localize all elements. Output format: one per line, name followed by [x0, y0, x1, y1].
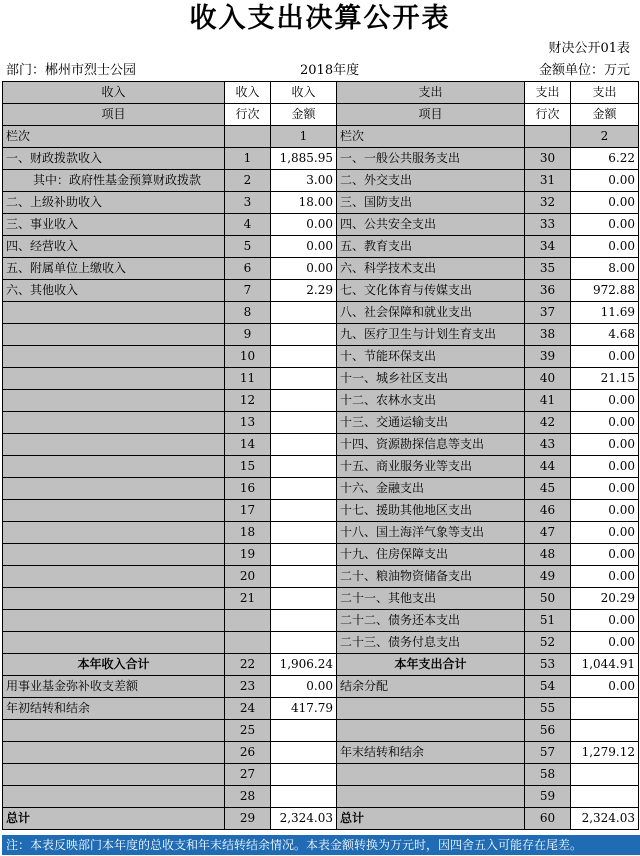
income-amount	[271, 346, 337, 368]
table-row	[3, 632, 639, 654]
income-amount: 0.00	[271, 258, 337, 280]
expense-row-number: 46	[525, 500, 571, 522]
table-row	[3, 170, 639, 192]
income-row-number: 23	[225, 676, 271, 698]
table-row	[3, 192, 639, 214]
expense-amount	[571, 764, 639, 786]
income-row-number: 18	[225, 522, 271, 544]
expense-item: 九、医疗卫生与计划生育支出	[337, 324, 525, 346]
income-amount	[271, 302, 337, 324]
header-row-3	[3, 126, 639, 148]
lanci-blank-right	[525, 126, 571, 148]
expense-item: 三、国防支出	[337, 192, 525, 214]
income-item: 四、经营收入	[3, 236, 225, 258]
income-row-number: 17	[225, 500, 271, 522]
income-amount	[271, 368, 337, 390]
income-item	[3, 434, 225, 456]
income-header: 收入	[3, 82, 225, 104]
expense-row-number: 43	[525, 434, 571, 456]
expense-amount: 4.68	[571, 324, 639, 346]
income-row-number	[225, 632, 271, 654]
income-item	[3, 566, 225, 588]
income-row-number: 27	[225, 764, 271, 786]
table-row	[3, 742, 639, 764]
income-expense-table	[2, 81, 639, 830]
income-amount	[271, 456, 337, 478]
income-amount: 1,906.24	[271, 654, 337, 676]
table-row	[3, 258, 639, 280]
table-row	[3, 324, 639, 346]
expense-row-number: 49	[525, 566, 571, 588]
unit-label: 金额单位：万元	[538, 63, 630, 78]
income-amount	[271, 478, 337, 500]
income-row-number: 28	[225, 786, 271, 808]
income-header-amount: 收入	[271, 82, 337, 104]
expense-item	[337, 764, 525, 786]
expense-item: 二十一、其他支出	[337, 588, 525, 610]
income-row-number	[225, 610, 271, 632]
income-item: 用事业基金弥补收支差额	[3, 676, 225, 698]
income-amount-header: 金额	[271, 104, 337, 126]
expense-amount: 0.00	[571, 676, 639, 698]
income-row-number: 11	[225, 368, 271, 390]
table-row	[3, 346, 639, 368]
expense-row-number: 40	[525, 368, 571, 390]
expense-amount	[571, 698, 639, 720]
expense-amount: 0.00	[571, 566, 639, 588]
expense-item: 一、一般公共服务支出	[337, 148, 525, 170]
expense-amount: 0.00	[571, 170, 639, 192]
expense-row-number: 44	[525, 456, 571, 478]
income-item	[3, 390, 225, 412]
expense-row-number: 60	[525, 808, 571, 830]
table-row	[3, 720, 639, 742]
expense-amount: 0.00	[571, 214, 639, 236]
expense-item: 十一、城乡社区支出	[337, 368, 525, 390]
expense-item: 五、教育支出	[337, 236, 525, 258]
income-row-number: 16	[225, 478, 271, 500]
income-amount	[271, 500, 337, 522]
income-amount	[271, 412, 337, 434]
expense-amount	[571, 720, 639, 742]
expense-row-number: 30	[525, 148, 571, 170]
table-row	[3, 478, 639, 500]
expense-row-number: 32	[525, 192, 571, 214]
expense-item	[337, 698, 525, 720]
page-title: 收入支出决算公开表	[189, 3, 451, 34]
income-amount: 2.29	[271, 280, 337, 302]
expense-rowno-header: 行次	[525, 104, 571, 126]
table-row	[3, 214, 639, 236]
expense-amount-header: 金额	[571, 104, 639, 126]
income-row-number: 5	[225, 236, 271, 258]
expense-amount: 0.00	[571, 632, 639, 654]
income-amount: 0.00	[271, 236, 337, 258]
column-number-2: 2	[571, 126, 639, 148]
expense-item: 十五、商业服务业等支出	[337, 456, 525, 478]
expense-item: 四、公共安全支出	[337, 214, 525, 236]
expense-item: 二十二、债务还本支出	[337, 610, 525, 632]
income-amount	[271, 390, 337, 412]
expense-amount: 0.00	[571, 610, 639, 632]
income-item	[3, 720, 225, 742]
income-row-number: 22	[225, 654, 271, 676]
income-amount	[271, 786, 337, 808]
income-row-number: 6	[225, 258, 271, 280]
expense-amount: 0.00	[571, 434, 639, 456]
expense-item: 结余分配	[337, 676, 525, 698]
expense-amount: 0.00	[571, 236, 639, 258]
table-row	[3, 390, 639, 412]
expense-item-header: 项目	[337, 104, 525, 126]
expense-amount	[571, 786, 639, 808]
expense-item	[337, 720, 525, 742]
form-code: 财决公开01表	[548, 41, 630, 56]
income-item	[3, 522, 225, 544]
lanci-label-right: 栏次	[337, 126, 525, 148]
income-row-number: 26	[225, 742, 271, 764]
expense-amount: 6.22	[571, 148, 639, 170]
income-row-number: 13	[225, 412, 271, 434]
income-row-number: 3	[225, 192, 271, 214]
expense-amount: 0.00	[571, 456, 639, 478]
expense-item: 二、外交支出	[337, 170, 525, 192]
expense-row-number: 34	[525, 236, 571, 258]
income-item: 总计	[3, 808, 225, 830]
income-row-number: 7	[225, 280, 271, 302]
expense-amount: 1,279.12	[571, 742, 639, 764]
income-amount: 1,885.95	[271, 148, 337, 170]
table-row	[3, 456, 639, 478]
expense-item: 二十、粮油物资储备支出	[337, 566, 525, 588]
income-amount	[271, 742, 337, 764]
income-amount	[271, 720, 337, 742]
table-row	[3, 588, 639, 610]
expense-row-number: 39	[525, 346, 571, 368]
income-row-number: 10	[225, 346, 271, 368]
header-row-1	[3, 82, 639, 104]
expense-item: 十七、援助其他地区支出	[337, 500, 525, 522]
expense-amount: 0.00	[571, 500, 639, 522]
expense-item: 八、社会保障和就业支出	[337, 302, 525, 324]
table-row	[3, 368, 639, 390]
expense-row-number: 52	[525, 632, 571, 654]
income-row-number: 29	[225, 808, 271, 830]
expense-item: 十八、国土海洋气象等支出	[337, 522, 525, 544]
table-row	[3, 544, 639, 566]
footer-note: 注：本表反映部门本年度的总收支和年末结转结余情况。本表金额转换为万元时，因四舍五入可能存在尾差。	[2, 835, 640, 855]
expense-item	[337, 786, 525, 808]
income-row-number: 4	[225, 214, 271, 236]
expense-item: 年末结转和结余	[337, 742, 525, 764]
income-amount	[271, 522, 337, 544]
table-row	[3, 236, 639, 258]
expense-row-number: 33	[525, 214, 571, 236]
expense-row-number: 55	[525, 698, 571, 720]
income-item: 年初结转和结余	[3, 698, 225, 720]
income-item: 一、财政拨款收入	[3, 148, 225, 170]
expense-header-rowno: 支出	[525, 82, 571, 104]
expense-item: 十四、资源勘探信息等支出	[337, 434, 525, 456]
department-label: 部门：郴州市烈士公园	[6, 63, 137, 78]
income-item	[3, 610, 225, 632]
expense-amount: 0.00	[571, 346, 639, 368]
income-item	[3, 742, 225, 764]
table-row	[3, 302, 639, 324]
expense-item: 十九、住房保障支出	[337, 544, 525, 566]
income-row-number: 12	[225, 390, 271, 412]
income-amount: 2,324.03	[271, 808, 337, 830]
expense-item: 二十三、债务付息支出	[337, 632, 525, 654]
expense-row-number: 59	[525, 786, 571, 808]
income-row-number: 15	[225, 456, 271, 478]
expense-row-number: 56	[525, 720, 571, 742]
expense-item: 十三、交通运输支出	[337, 412, 525, 434]
income-amount: 3.00	[271, 170, 337, 192]
income-row-number: 21	[225, 588, 271, 610]
table-row	[3, 522, 639, 544]
income-amount	[271, 588, 337, 610]
income-item: 三、事业收入	[3, 214, 225, 236]
income-amount: 18.00	[271, 192, 337, 214]
expense-item: 十、节能环保支出	[337, 346, 525, 368]
expense-amount: 0.00	[571, 412, 639, 434]
income-item	[3, 368, 225, 390]
table-row	[3, 786, 639, 808]
income-row-number: 19	[225, 544, 271, 566]
income-row-number: 8	[225, 302, 271, 324]
income-amount: 0.00	[271, 676, 337, 698]
expense-row-number: 45	[525, 478, 571, 500]
expense-row-number: 35	[525, 258, 571, 280]
income-item	[3, 786, 225, 808]
income-item	[3, 764, 225, 786]
expense-amount: 8.00	[571, 258, 639, 280]
income-row-number: 25	[225, 720, 271, 742]
income-item: 五、附属单位上缴收入	[3, 258, 225, 280]
expense-row-number: 37	[525, 302, 571, 324]
expense-amount: 972.88	[571, 280, 639, 302]
expense-row-number: 48	[525, 544, 571, 566]
expense-amount: 0.00	[571, 192, 639, 214]
income-item	[3, 588, 225, 610]
table-row	[3, 148, 639, 170]
income-header-rowno: 收入	[225, 82, 271, 104]
income-row-number: 2	[225, 170, 271, 192]
expense-amount: 1,044.91	[571, 654, 639, 676]
table-row	[3, 698, 639, 720]
table-row	[3, 610, 639, 632]
expense-item: 十六、金融支出	[337, 478, 525, 500]
income-row-number: 9	[225, 324, 271, 346]
income-item	[3, 544, 225, 566]
expense-row-number: 58	[525, 764, 571, 786]
expense-row-number: 36	[525, 280, 571, 302]
expense-row-number: 53	[525, 654, 571, 676]
table-row	[3, 500, 639, 522]
expense-amount: 0.00	[571, 390, 639, 412]
expense-amount: 20.29	[571, 588, 639, 610]
expense-header: 支出	[337, 82, 525, 104]
income-item	[3, 632, 225, 654]
income-amount	[271, 764, 337, 786]
table-row	[3, 654, 639, 676]
income-item	[3, 412, 225, 434]
expense-row-number: 42	[525, 412, 571, 434]
income-item-header: 项目	[3, 104, 225, 126]
expense-amount: 2,324.03	[571, 808, 639, 830]
table-row	[3, 412, 639, 434]
expense-row-number: 31	[525, 170, 571, 192]
income-item	[3, 478, 225, 500]
income-row-number: 14	[225, 434, 271, 456]
income-row-number: 24	[225, 698, 271, 720]
income-item	[3, 346, 225, 368]
expense-item: 六、科学技术支出	[337, 258, 525, 280]
expense-row-number: 54	[525, 676, 571, 698]
income-item: 其中：政府性基金预算财政拨款	[3, 170, 225, 192]
expense-item: 本年支出合计	[337, 654, 525, 676]
expense-amount: 0.00	[571, 522, 639, 544]
income-amount	[271, 544, 337, 566]
income-item: 本年收入合计	[3, 654, 225, 676]
income-rowno-header: 行次	[225, 104, 271, 126]
income-item: 二、上级补助收入	[3, 192, 225, 214]
income-amount	[271, 632, 337, 654]
expense-row-number: 51	[525, 610, 571, 632]
expense-item: 十二、农林水支出	[337, 390, 525, 412]
expense-row-number: 47	[525, 522, 571, 544]
table-row	[3, 808, 639, 830]
income-item: 六、其他收入	[3, 280, 225, 302]
expense-row-number: 38	[525, 324, 571, 346]
expense-amount: 0.00	[571, 478, 639, 500]
table-row	[3, 764, 639, 786]
income-item	[3, 324, 225, 346]
table-row	[3, 566, 639, 588]
expense-amount: 11.69	[571, 302, 639, 324]
expense-amount: 0.00	[571, 544, 639, 566]
income-amount	[271, 566, 337, 588]
column-number-1: 1	[271, 126, 337, 148]
expense-item: 总计	[337, 808, 525, 830]
income-item	[3, 500, 225, 522]
income-amount	[271, 434, 337, 456]
lanci-blank-left	[225, 126, 271, 148]
income-amount: 417.79	[271, 698, 337, 720]
header-row-2	[3, 104, 639, 126]
income-amount: 0.00	[271, 214, 337, 236]
income-item	[3, 302, 225, 324]
income-amount	[271, 610, 337, 632]
table-row	[3, 280, 639, 302]
lanci-label-left: 栏次	[3, 126, 225, 148]
income-item	[3, 456, 225, 478]
expense-row-number: 50	[525, 588, 571, 610]
year-label: 2018年度	[300, 63, 360, 78]
expense-item: 七、文化体育与传媒支出	[337, 280, 525, 302]
income-amount	[271, 324, 337, 346]
income-row-number: 1	[225, 148, 271, 170]
expense-header-amount: 支出	[571, 82, 639, 104]
expense-row-number: 41	[525, 390, 571, 412]
table-row	[3, 676, 639, 698]
expense-amount: 21.15	[571, 368, 639, 390]
income-row-number: 20	[225, 566, 271, 588]
expense-row-number: 57	[525, 742, 571, 764]
table-row	[3, 434, 639, 456]
